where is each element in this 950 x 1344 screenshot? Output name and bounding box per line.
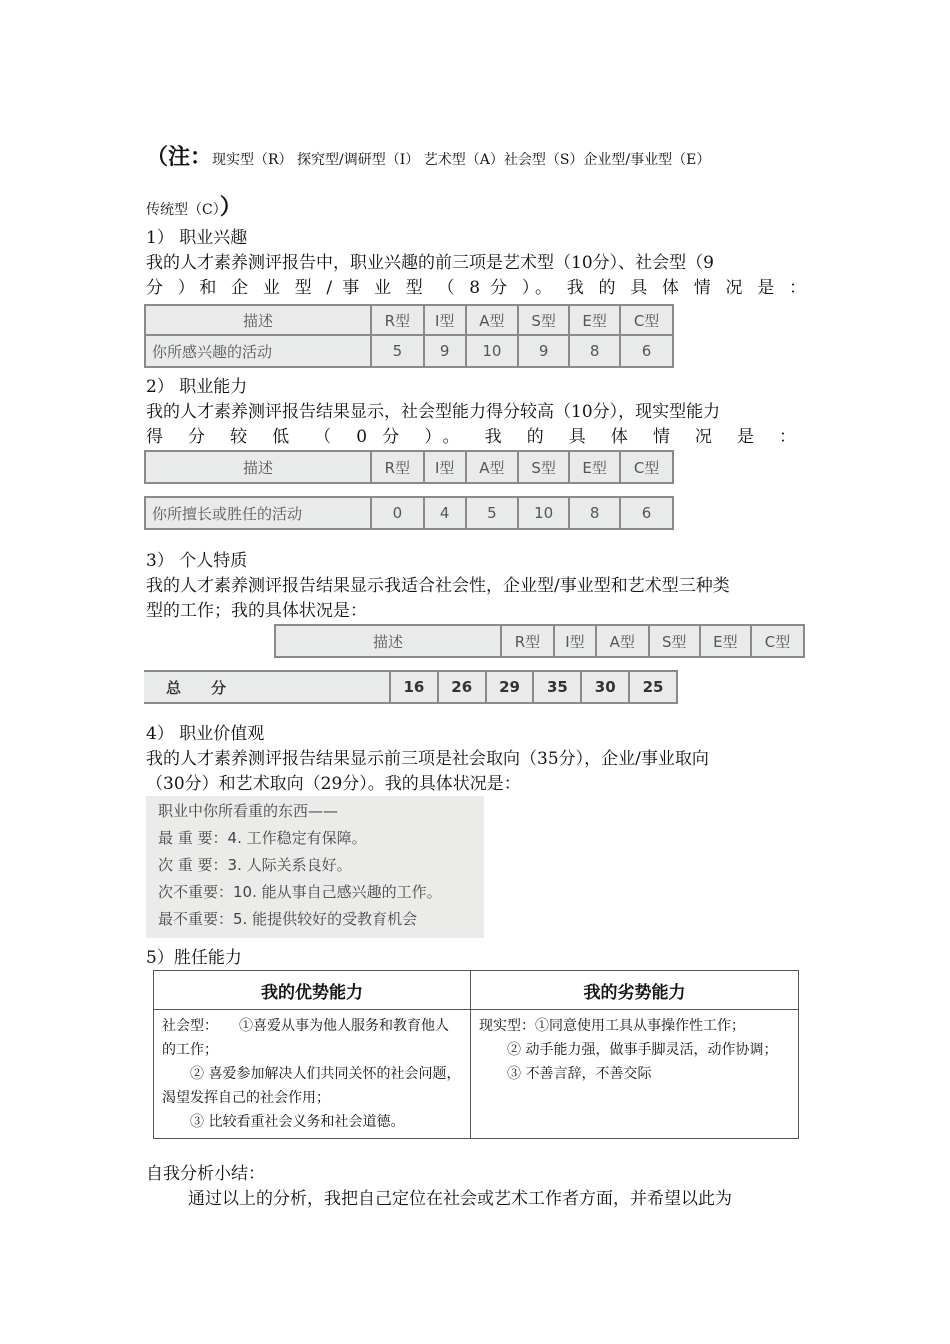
- note-line-2: [146, 190, 242, 221]
- th-a: A型: [466, 451, 518, 483]
- strong-line: ② 喜爱参加解决人们共同关怀的社会问题，渴望发挥自己的社会作用；: [162, 1066, 461, 1106]
- spacer-row: [145, 483, 673, 497]
- total-cell: 29: [486, 671, 534, 703]
- values-line: 次不重要：10. 能从事自己感兴趣的工作。: [158, 883, 442, 901]
- cell: 10: [466, 335, 518, 367]
- interest-row: [145, 335, 673, 367]
- summary-title: 自我分析小结：: [146, 1164, 265, 1184]
- values-line: 次 重 要：3. 人际关系良好。: [158, 856, 352, 874]
- sec1-title: 1） 职业兴趣: [146, 228, 248, 248]
- strong-line: ③ 比较看重社会义务和社会道德。: [162, 1114, 405, 1130]
- note-text-2: 传统型（C）: [146, 202, 220, 218]
- total-cell: 26: [438, 671, 486, 703]
- th-s: S型: [518, 451, 569, 483]
- strong-line: 社会型： ①喜爱从事为他人服务和教育他人的工作；: [162, 1018, 449, 1058]
- cell: 8: [569, 497, 620, 529]
- th-e: E型: [569, 305, 620, 335]
- th-s: S型: [518, 305, 569, 335]
- cell: 0: [371, 497, 424, 529]
- values-box: [146, 796, 484, 938]
- th-i: I型: [424, 451, 466, 483]
- sec5-title: 5）胜任能力: [146, 948, 242, 968]
- th-a: A型: [596, 625, 649, 657]
- ability-table: [144, 450, 674, 530]
- th-e: E型: [569, 451, 620, 483]
- sec3-line1: 我的人才素养测评报告结果显示我适合社会性，企业型/事业型和艺术型三种类: [146, 576, 730, 596]
- competency-row: [154, 1010, 799, 1139]
- th-r: R型: [371, 451, 424, 483]
- sec4-line2: （30分）和艺术取向（29分）。我的具体状况是：: [146, 774, 521, 794]
- sec3-line2: 型的工作；我的具体状况是：: [146, 601, 367, 621]
- cell: 10: [518, 497, 569, 529]
- th-c: C型: [620, 451, 673, 483]
- cell: 9: [518, 335, 569, 367]
- th-s: S型: [649, 625, 700, 657]
- values-line: 最不重要：5. 能提供较好的受教育机会: [158, 910, 418, 928]
- note-text-1: 现实型（R） 探究型/调研型（I） 艺术型（A）社会型（S）企业型/事业型（E）: [212, 152, 711, 168]
- competency-header-row: [154, 971, 799, 1010]
- weak-line: ③ 不善言辞，不善交际: [479, 1066, 652, 1082]
- ability-row: [145, 497, 673, 529]
- sec4-title: 4） 职业价值观: [146, 724, 265, 744]
- strong-header: 我的优势能力: [154, 971, 471, 1010]
- th-i: I型: [424, 305, 466, 335]
- cell: 6: [620, 497, 673, 529]
- interest-row-label: 你所感兴趣的活动: [145, 335, 371, 367]
- total-cell: 30: [581, 671, 629, 703]
- sec1-line2: 分 ）和 企 业 型 / 事 业 型 （ 8 分 ）。 我 的 具 体 情 况 是 ：: [146, 278, 806, 298]
- sec1-line1: 我的人才素养测评报告中，职业兴趣的前三项是艺术型（10分）、社会型（9: [146, 253, 714, 273]
- th-c: C型: [620, 305, 673, 335]
- th-e: E型: [700, 625, 751, 657]
- trait-total-row: [144, 671, 677, 703]
- trait-header-table: [274, 624, 805, 658]
- sec2-line2: 得 分 较 低 （ 0 分 ）。 我 的 具 体 情 况 是 ：: [146, 427, 796, 447]
- th-desc: 描述: [145, 451, 371, 483]
- interest-header-row: [145, 305, 673, 335]
- cell: 4: [424, 497, 466, 529]
- interest-table: [144, 304, 674, 368]
- total-label: 总 分: [144, 671, 390, 703]
- cell: 5: [371, 335, 424, 367]
- th-i: I型: [554, 625, 596, 657]
- weak-header: 我的劣势能力: [471, 971, 799, 1010]
- values-line: 职业中你所看重的东西——: [158, 802, 339, 820]
- weak-line: 现实型：①同意使用工具从事操作性工作；: [479, 1018, 745, 1034]
- ability-header-row: [145, 451, 673, 483]
- sec3-title: 3） 个人特质: [146, 551, 248, 571]
- sec4-line1: 我的人才素养测评报告结果显示前三项是社会取向（35分），企业/事业取向: [146, 749, 709, 769]
- ability-row-label: 你所擅长或胜任的活动: [145, 497, 371, 529]
- th-c: C型: [751, 625, 804, 657]
- note-head: （注：: [146, 144, 213, 170]
- trait-header-row: [275, 625, 804, 657]
- sec2-title: 2） 职业能力: [146, 377, 248, 397]
- values-line: 最 重 要：4. 工作稳定有保障。: [158, 829, 367, 847]
- th-r: R型: [371, 305, 424, 335]
- summary-text: 通过以上的分析，我把自己定位在社会或艺术工作者方面，并希望以此为: [188, 1189, 732, 1209]
- cell: 5: [466, 497, 518, 529]
- note-close: ）: [219, 194, 242, 220]
- weak-line: ② 动手能力强，做事手脚灵活，动作协调；: [479, 1042, 778, 1058]
- th-a: A型: [466, 305, 518, 335]
- strong-cell: [154, 1010, 471, 1139]
- cell: 9: [424, 335, 466, 367]
- competency-table: [153, 970, 799, 1139]
- total-cell: 16: [390, 671, 438, 703]
- weak-cell: [471, 1010, 799, 1139]
- cell: 6: [620, 335, 673, 367]
- th-r: R型: [501, 625, 554, 657]
- cell: 8: [569, 335, 620, 367]
- th-desc: 描述: [145, 305, 371, 335]
- trait-total-table: [144, 670, 678, 704]
- total-cell: 25: [629, 671, 677, 703]
- sec2-line1: 我的人才素养测评报告结果显示，社会型能力得分较高（10分），现实型能力: [146, 402, 721, 422]
- total-cell: 35: [533, 671, 581, 703]
- th-desc: 描述: [275, 625, 501, 657]
- note-line-1: [146, 140, 710, 171]
